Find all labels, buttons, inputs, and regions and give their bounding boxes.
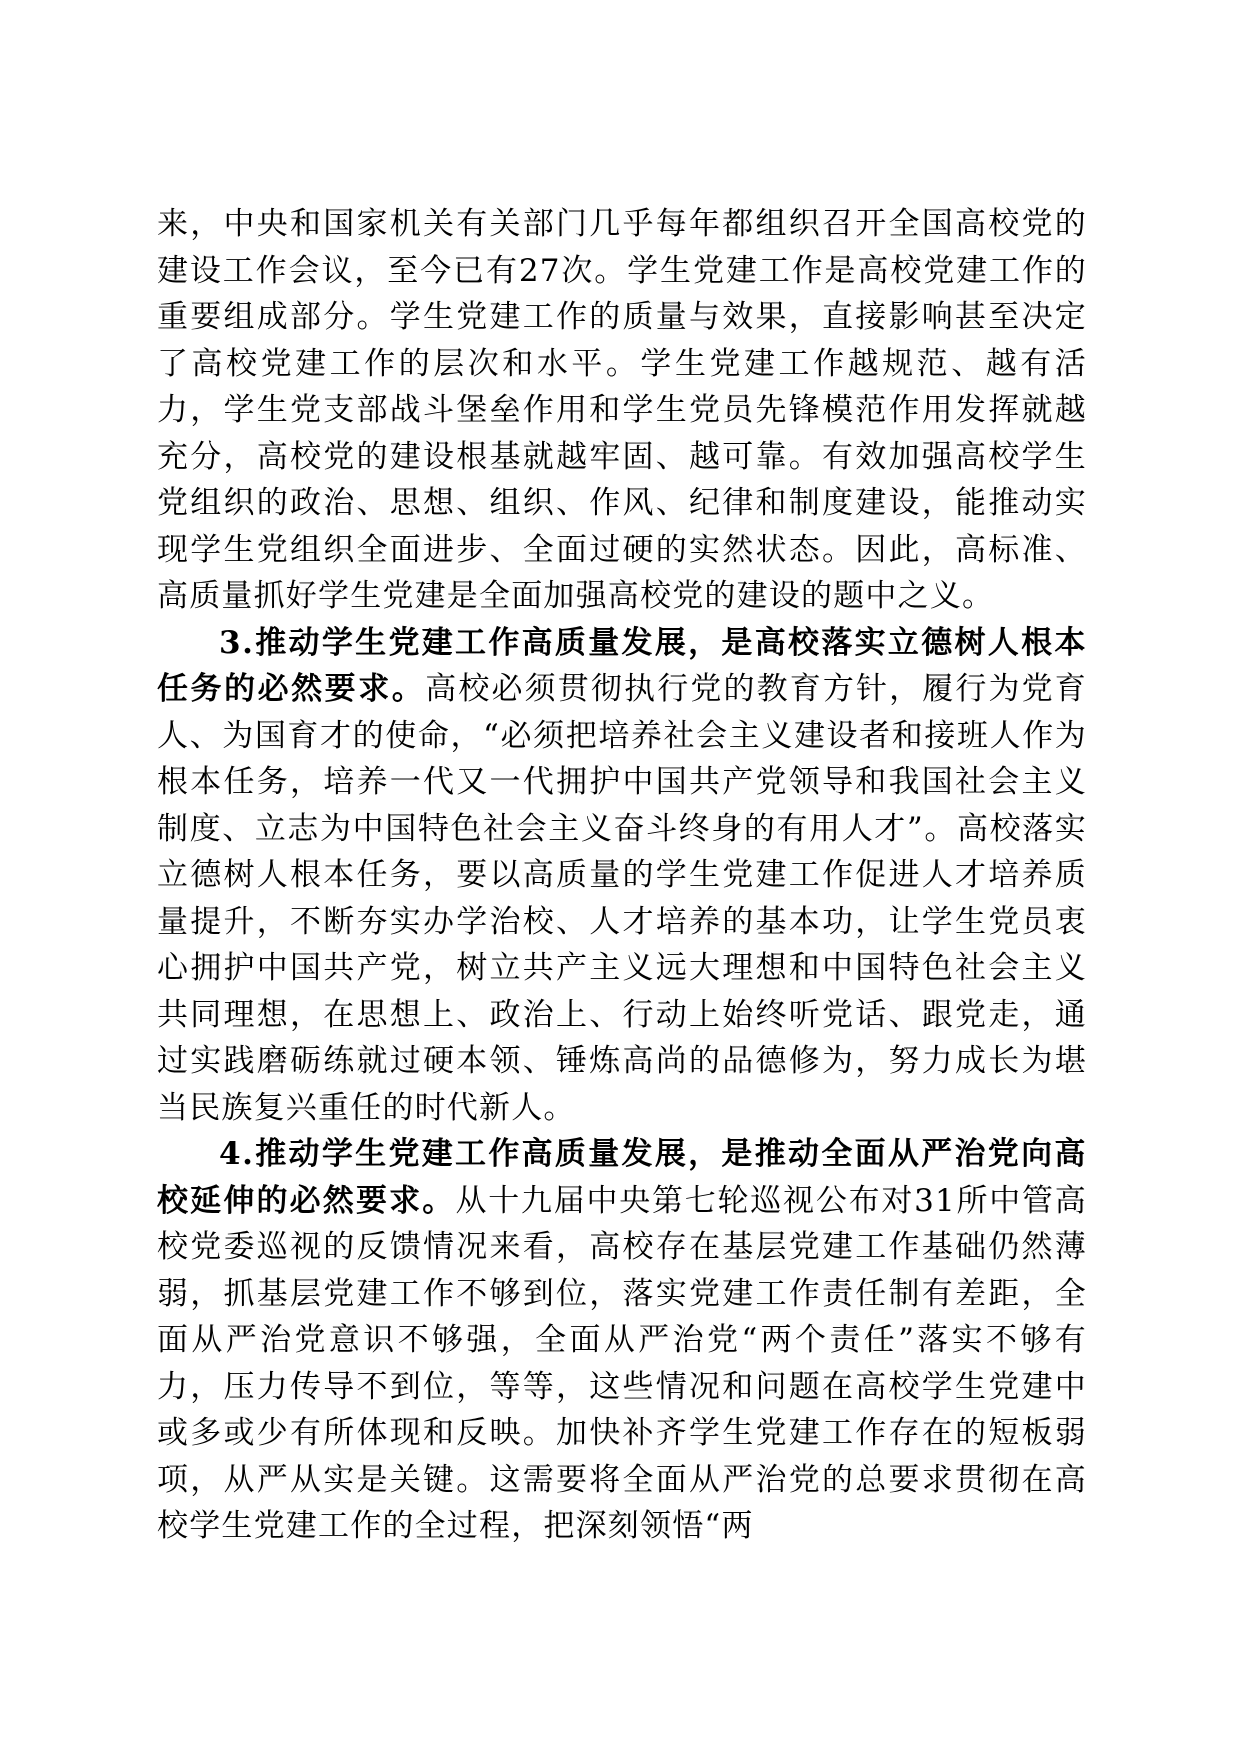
paragraph-section-3 xyxy=(157,620,1087,1132)
paragraph-lead-heading: 3.推动学生党建工作高质量发展，是高校落实立德树人根本任务的必然要求。 xyxy=(157,624,1087,707)
paragraph-section-4 xyxy=(157,1131,1087,1550)
paragraph-lead-heading: 4.推动学生党建工作高质量发展，是推动全面从严治党向高校延伸的必然要求。 xyxy=(157,1136,1087,1219)
paragraph-body: 来，中央和国家机关有关部门几乎每年都组织召开全国高校党的建设工作会议，至今已有27次。学生党建工作是高校党建工作的重要组成部分。学生党建工作的质量与效果，直接影响甚至决定了高校党建工作的层次和水平。学生党建工作越规范、越有活力，学生党支部战斗堡垒作用和学生党员先锋模范作用发挥就越充分，高校党的建设根基就越牢固、越可靠。有效加强高校学生党组织的政治、思想、组织、作风、纪律和制度建设，能推动实现学生党组织全面进步、全面过硬的实然状态。因此，高标准、高质量抓好学生党建是全面加强高校党的建设的题中之义。 xyxy=(157,206,1087,614)
paragraph-continuation xyxy=(157,201,1087,620)
document-page xyxy=(157,201,1087,1550)
paragraph-body: 高校必须贯彻执行党的教育方针，履行为党育人、为国育才的使命，“必须把培养社会主义建设者和接班人作为根本任务，培养一代又一代拥护中国共产党领导和我国社会主义制度、立志为中国特色社会主义奋斗终身的有用人才”。高校落实立德树人根本任务，要以高质量的学生党建工作促进人才培养质量提升，不断夯实办学治校、人才培养的基本功，让学生党员衷心拥护中国共产党，树立共产主义远大理想和中国特色社会主义共同理想，在思想上、政治上、行动上始终听党话、跟党走，通过实践磨砺练就过硬本领、锤炼高尚的品德修为，努力成长为堪当民族复兴重任的时代新人。 xyxy=(157,671,1087,1126)
paragraph-body: 从十九届中央第七轮巡视公布对31所中管高校党委巡视的反馈情况来看，高校存在基层党建工作基础仍然薄弱，抓基层党建工作不够到位，落实党建工作责任制有差距，全面从严治党意识不够强，全面从严治党“两个责任”落实不够有力，压力传导不到位，等等，这些情况和问题在高校学生党建中或多或少有所体现和反映。加快补齐学生党建工作存在的短板弱项，从严从实是关键。这需要将全面从严治党的总要求贯彻在高校学生党建工作的全过程，把深刻领悟“两 xyxy=(157,1182,1087,1544)
